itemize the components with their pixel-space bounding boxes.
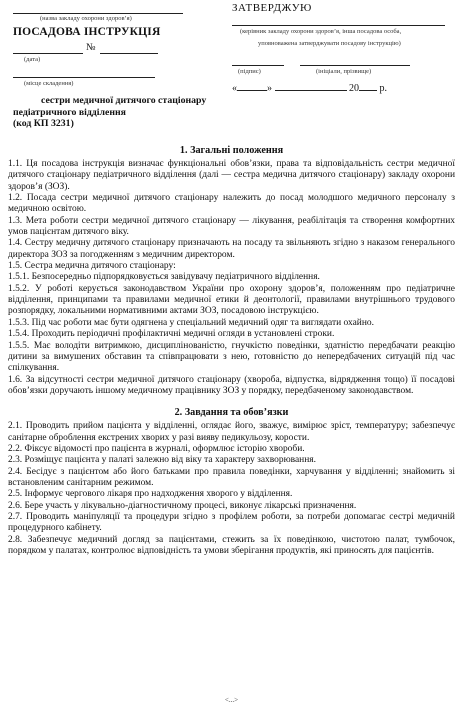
year-suffix: р. [379, 83, 387, 94]
document-title: ПОСАДОВА ІНСТРУКЦІЯ [13, 26, 161, 38]
paragraph-2-8: 2.8. Забезпечує медичний догляд за пацієнтами, стежить за їх поведінкою, чистотою палат, тумбочок, порядком у палатах, контролює відповідність та умови зберігання продуктів, які приносять для пацієнтів. [8, 534, 455, 556]
paragraph-1-5-2: 1.5.2. У роботі керується законодавством України про охорону здоров’я, положенням про педіатричне відділення, принципами та правилами медичної етики й деонтології, правилами внутрішнього трудового розпорядку, локальними нормативними актами ЗОЗ, посадовою інструкцією. [8, 283, 455, 317]
paragraph-1-1: 1.1. Ця посадова інструкція визначає функціональні обов’язки, права та відповідальність сестри медичної дитячого стаціонару педіатричного відділення (далі — сестра медична дитячого стаціонару) закладу охорони здоров’я (ЗОЗ). [8, 159, 455, 192]
institution-caption: (назва закладу охорони здоров’я) [40, 15, 132, 22]
paragraph-2-3: 2.3. Розміщує пацієнта у палаті залежно від віку та характеру захворювання. [8, 455, 316, 466]
signature-caption: (підпис) [238, 68, 261, 75]
paragraph-1-2: 1.2. Посада сестри медичної дитячого стаціонару належить до посад молодшого медичного персоналу з медичною освітою. [8, 193, 455, 215]
date-line [13, 53, 83, 54]
section-2-paragraphs [8, 421, 455, 557]
year-prefix: 20 [349, 83, 359, 94]
position-code: (код КП 3231) [13, 118, 74, 129]
paragraph-2-1: 2.1. Проводить прийом пацієнта у відділенні, оглядає його, зважує, вимірює зріст, температуру; забезпечує санітарне оброблення екстрених хворих у разі вияву педикульозу, корости. [8, 421, 455, 443]
paragraph-1-3: 1.3. Мета роботи сестри медичної дитячого стаціонару — лікування, реабілітація та створення комфортних умов пацієнтам дитячого віку. [8, 215, 455, 238]
month-blank [275, 90, 347, 91]
approval-date [232, 83, 387, 94]
instruction-body [8, 145, 455, 557]
position-title [13, 95, 243, 130]
head-caption-1: (керівник закладу охорони здоров’я, інша посадова особа, [240, 28, 402, 35]
position-line-2: педіатричного відділення [13, 106, 126, 118]
place-caption: (місце складення) [24, 80, 74, 87]
paragraph-1-5: 1.5. Сестра медична дитячого стаціонару: [8, 261, 176, 272]
paragraph-1-6: 1.6. За відсутності сестри медичної дитячого стаціонару (хвороба, відпустка, відрядження тощо) її посадові обов’язки доручають іншому медичному працівнику ЗОЗ у порядку, передбаченому законодавством. [8, 374, 455, 396]
signature-line [232, 65, 284, 66]
paragraph-1-5-4: 1.5.4. Проходить періодичні профілактичні медичні огляди в установлені строки. [8, 329, 335, 340]
paragraph-1-5-3: 1.5.3. Під час роботи має бути одягнена у спеціальний медичний одяг та виглядати охайно. [8, 317, 374, 328]
number-sign: № [86, 42, 96, 53]
name-caption: (ініціали, прізвище) [316, 68, 372, 75]
paragraph-1-5-1: 1.5.1. Безпосередньо підпорядковується завідувачу педіатричного відділення. [8, 272, 320, 283]
institution-line [13, 13, 183, 14]
paragraph-1-5-5: 1.5.5. Має володіти витримкою, дисциплінованістю, гнучкістю поведінки, здатністю передбачати реакцію дитини за вимушених обставин та співпрацювати з нею, готовністю до непередбачених ситуацій під час спілкування. [8, 340, 455, 374]
paragraph-2-2: 2.2. Фіксує відомості про пацієнта в журналі, оформлює історію хвороби. [8, 443, 305, 454]
number-line [100, 53, 158, 54]
approval-title: ЗАТВЕРДЖУЮ [232, 2, 312, 14]
position-line-1: сестри медичної дитячого стаціонару [41, 95, 207, 106]
paragraph-2-5: 2.5. Інформує чергового лікаря про надходження хворого у відділення. [8, 489, 293, 500]
paragraph-2-7: 2.7. Проводить маніпуляції та процедури згідно з профілем роботи, за потреби допомагає сестрі медичній процедурного кабінету. [8, 511, 455, 534]
year-blank [359, 90, 377, 91]
place-line [13, 77, 155, 78]
date-open-quote: « [232, 83, 237, 94]
date-caption: (дата) [24, 56, 41, 63]
head-line [232, 25, 445, 26]
head-caption-2: уповноважена затверджувати посадову інструкцію) [258, 40, 401, 47]
section-1-title: 1. Загальні положення [179, 145, 284, 156]
paragraph-1-4: 1.4. Сестру медичну дитячого стаціонару призначають на посаду та звільняють згідно з наказом генерального директора ЗОЗ за погодженням з медичним директором. [8, 238, 455, 260]
section-1-paragraphs [8, 159, 455, 397]
date-close-quote: » [267, 83, 272, 94]
paragraph-2-6: 2.6. Бере участь у лікувально-діагностичному процесі, виконує лікарські призначення. [8, 500, 357, 511]
continuation-marker: <...> [224, 696, 239, 704]
section-2-title: 2. Завдання та обов’язки [174, 407, 289, 419]
name-line [300, 65, 410, 66]
day-blank [237, 90, 267, 91]
paragraph-2-4: 2.4. Бесідує з пацієнтом або його батьками про правила поведінки, харчування у відділенні; знайомить зі встановленим санітарним режимом. [8, 466, 455, 488]
